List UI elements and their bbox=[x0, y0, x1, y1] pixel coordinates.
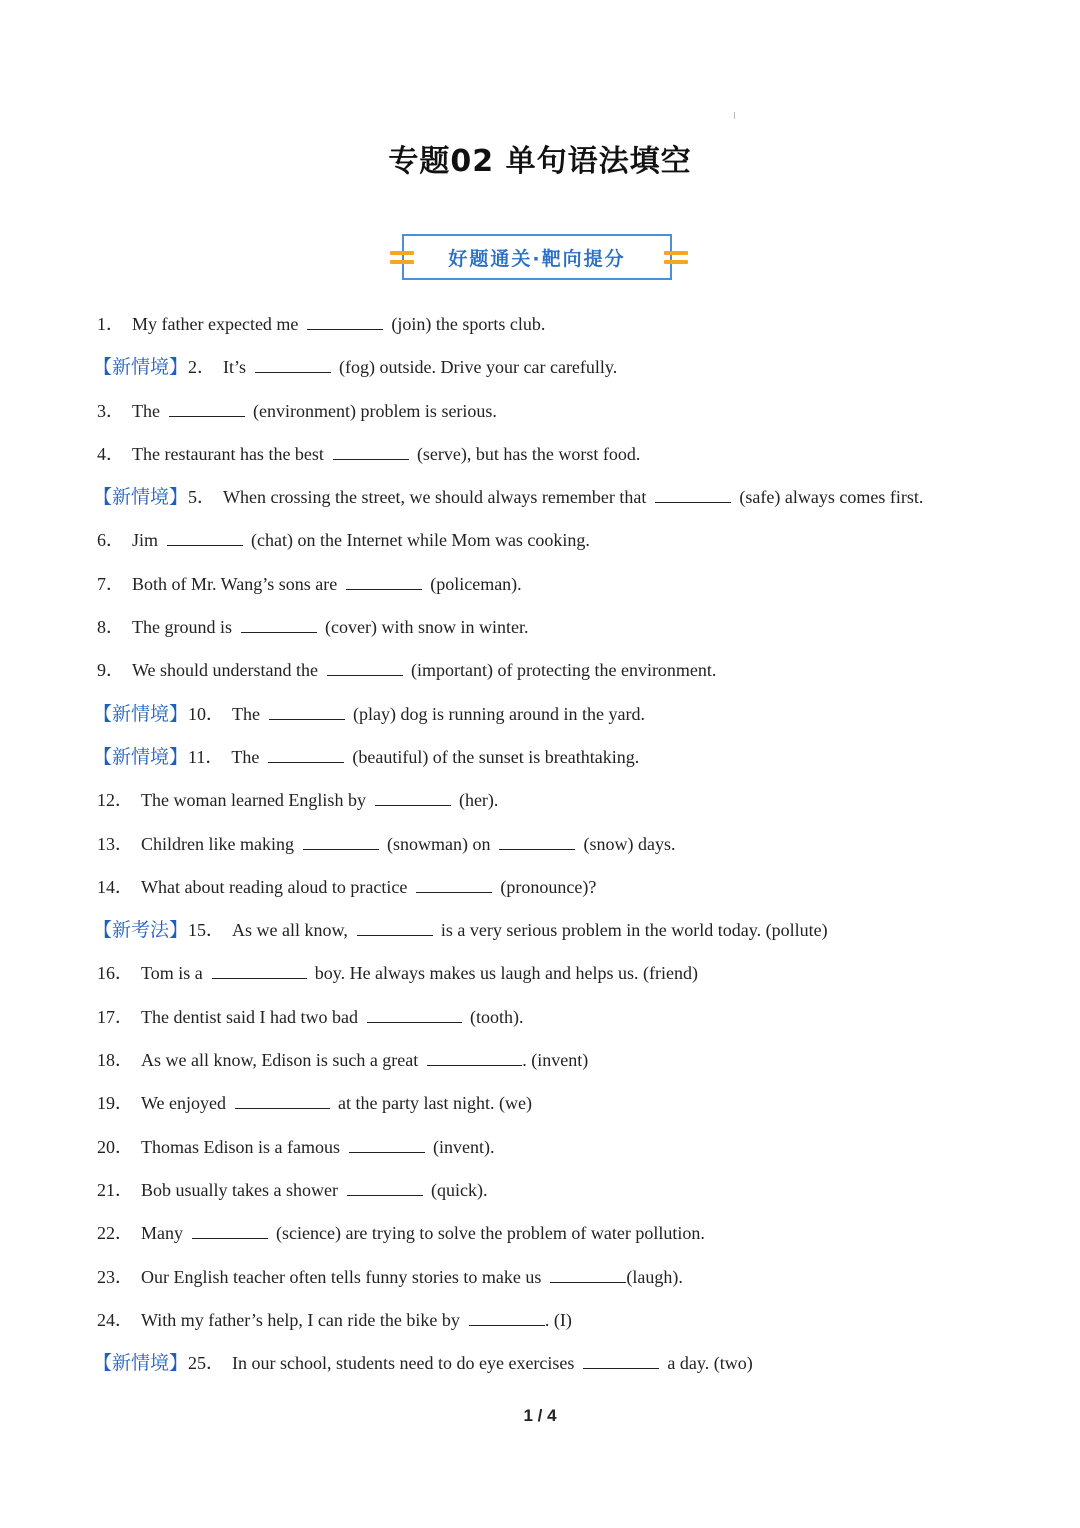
question-text-before: Both of Mr. Wang’s sons are bbox=[132, 573, 338, 594]
answer-blank[interactable] bbox=[303, 831, 379, 850]
question-number: 22． bbox=[97, 1223, 133, 1244]
question-text-after: . (invent) bbox=[522, 1050, 589, 1071]
answer-blank[interactable] bbox=[327, 657, 403, 676]
question-number: 25． bbox=[188, 1353, 225, 1374]
answer-blank[interactable] bbox=[169, 398, 245, 417]
question-number: 3． bbox=[97, 400, 124, 421]
question-text-before: It’s bbox=[223, 357, 247, 378]
answer-blank[interactable] bbox=[347, 1177, 423, 1196]
answer-blank[interactable] bbox=[307, 311, 383, 330]
question-text-before: In our school, students need to do eye exercises bbox=[232, 1353, 575, 1374]
question-text-after: at the party last night. (we) bbox=[338, 1093, 532, 1114]
question-item bbox=[97, 1262, 997, 1305]
answer-blank[interactable] bbox=[212, 960, 307, 979]
question-text-before: Tom is a bbox=[141, 963, 203, 984]
question-number: 7． bbox=[97, 573, 124, 594]
question-text-after: (laugh). bbox=[626, 1266, 683, 1287]
question-item bbox=[97, 829, 997, 872]
question-text-after: (serve), but has the worst food. bbox=[416, 443, 641, 464]
question-text-before: Thomas Edison is a famous bbox=[141, 1136, 340, 1157]
question-text-before: We enjoyed bbox=[141, 1093, 227, 1114]
question-number: 6． bbox=[97, 530, 124, 551]
question-text-after: (tooth). bbox=[469, 1006, 524, 1027]
question-item bbox=[93, 699, 997, 742]
question-number: 18． bbox=[97, 1050, 133, 1071]
question-text-after: (snow) days. bbox=[583, 833, 676, 854]
question-item bbox=[97, 1132, 997, 1175]
question-text-before: The bbox=[231, 746, 260, 767]
question-number: 4． bbox=[97, 443, 124, 464]
question-number: 19． bbox=[97, 1093, 133, 1114]
question-number: 13． bbox=[97, 833, 133, 854]
question-text-after: (cover) with snow in winter. bbox=[324, 617, 529, 638]
question-text-before: The bbox=[132, 400, 160, 421]
answer-blank[interactable] bbox=[255, 354, 331, 373]
question-item bbox=[93, 915, 997, 958]
answer-blank[interactable] bbox=[241, 614, 317, 633]
question-text-before: Children like making bbox=[141, 833, 294, 854]
question-number: 24． bbox=[97, 1309, 133, 1330]
question-item bbox=[97, 655, 997, 698]
question-item bbox=[93, 742, 997, 785]
answer-blank[interactable] bbox=[499, 831, 575, 850]
question-number: 23． bbox=[97, 1266, 133, 1287]
question-text-after: (environment) problem is serious. bbox=[252, 400, 497, 421]
question-text-before: Many bbox=[141, 1223, 183, 1244]
question-text-after: (fog) outside. Drive your car carefully. bbox=[339, 357, 618, 378]
question-tag: 【新情境】 bbox=[93, 356, 189, 379]
answer-blank[interactable] bbox=[349, 1134, 425, 1153]
answer-blank[interactable] bbox=[357, 917, 433, 936]
question-text-after: (science) are trying to solve the problem of water pollution. bbox=[276, 1223, 705, 1244]
question-text-before: The dentist said I had two bad bbox=[141, 1006, 358, 1027]
answer-blank[interactable] bbox=[550, 1264, 626, 1283]
question-text-after: (safe) always comes first. bbox=[739, 487, 924, 508]
question-text-before: When crossing the street, we should always remember that bbox=[223, 487, 647, 508]
question-text-before: We should understand the bbox=[132, 660, 319, 681]
question-number: 15． bbox=[188, 920, 225, 941]
section-banner bbox=[388, 232, 688, 286]
question-text-after: (join) the sports club. bbox=[391, 314, 546, 334]
answer-blank[interactable] bbox=[167, 527, 243, 546]
question-item bbox=[97, 1045, 997, 1088]
answer-blank[interactable] bbox=[346, 571, 422, 590]
answer-blank[interactable] bbox=[427, 1047, 522, 1066]
answer-blank[interactable] bbox=[192, 1220, 268, 1239]
question-text-before: Jim bbox=[132, 530, 159, 551]
question-number: 1． bbox=[97, 314, 124, 334]
page-number: 1 / 4 bbox=[523, 1406, 557, 1425]
question-text-after: (chat) on the Internet while Mom was cooking. bbox=[251, 530, 590, 551]
banner-left-decoration-icon bbox=[390, 249, 414, 267]
question-number: 20． bbox=[97, 1136, 133, 1157]
page-title: 专题02 单句语法填空 bbox=[388, 144, 692, 179]
answer-blank[interactable] bbox=[655, 484, 731, 503]
question-text-after: . (I) bbox=[544, 1309, 572, 1330]
question-text-after: is a very serious problem in the world today. (pollute) bbox=[440, 920, 828, 941]
question-item bbox=[97, 612, 997, 655]
question-item bbox=[97, 1175, 997, 1218]
question-item bbox=[97, 439, 997, 482]
question-number: 14． bbox=[97, 876, 133, 897]
question-text-after: (quick). bbox=[430, 1179, 488, 1200]
header-mark bbox=[734, 112, 735, 119]
question-item bbox=[97, 785, 997, 828]
question-number: 17． bbox=[97, 1006, 133, 1027]
banner-box bbox=[402, 234, 672, 280]
question-list bbox=[93, 309, 997, 1391]
answer-blank[interactable] bbox=[367, 1004, 462, 1023]
answer-blank[interactable] bbox=[333, 441, 409, 460]
banner-right-decoration-icon bbox=[664, 249, 688, 267]
answer-blank[interactable] bbox=[416, 874, 492, 893]
question-text-after: (beautiful) of the sunset is breathtaking. bbox=[352, 746, 640, 767]
question-item bbox=[97, 1088, 997, 1131]
question-item bbox=[97, 396, 997, 439]
answer-blank[interactable] bbox=[235, 1090, 330, 1109]
answer-blank[interactable] bbox=[469, 1307, 545, 1326]
question-number: 11． bbox=[188, 746, 224, 767]
question-text-before: Our English teacher often tells funny stories to make us bbox=[141, 1266, 542, 1287]
answer-blank[interactable] bbox=[375, 787, 451, 806]
question-text-before: The bbox=[232, 703, 260, 724]
question-number: 9． bbox=[97, 660, 124, 681]
answer-blank[interactable] bbox=[269, 701, 345, 720]
question-tag: 【新情境】 bbox=[93, 1352, 189, 1375]
question-text-before: The woman learned English by bbox=[141, 790, 366, 811]
question-item bbox=[93, 352, 997, 395]
question-text-after: (policeman). bbox=[430, 573, 522, 594]
question-item bbox=[97, 872, 997, 915]
question-text-before: My father expected me bbox=[132, 314, 299, 334]
question-item bbox=[97, 525, 997, 568]
question-number: 21． bbox=[97, 1179, 133, 1200]
question-tag: 【新考法】 bbox=[93, 919, 189, 942]
question-tag: 【新情境】 bbox=[93, 745, 189, 768]
question-item bbox=[97, 1002, 997, 1045]
question-text-after: (invent). bbox=[432, 1136, 495, 1157]
question-text-before: The ground is bbox=[132, 617, 232, 638]
question-tag: 【新情境】 bbox=[93, 486, 189, 509]
question-text-before: Bob usually takes a shower bbox=[141, 1179, 338, 1200]
question-number: 5． bbox=[188, 487, 216, 508]
question-tag: 【新情境】 bbox=[93, 702, 189, 725]
question-text-before: As we all know, bbox=[232, 920, 348, 941]
question-text-after: boy. He always makes us laugh and helps us. (friend) bbox=[314, 963, 698, 984]
question-text-before: What about reading aloud to practice bbox=[141, 876, 408, 897]
question-text-after: (her). bbox=[458, 790, 499, 811]
question-number: 8． bbox=[97, 617, 124, 638]
question-number: 16． bbox=[97, 963, 133, 984]
answer-blank[interactable] bbox=[583, 1350, 659, 1369]
question-item bbox=[97, 569, 997, 612]
question-text-after: (important) of protecting the environment. bbox=[411, 660, 717, 681]
answer-blank[interactable] bbox=[268, 744, 344, 763]
question-number: 12． bbox=[97, 790, 133, 811]
question-text-after: a day. (two) bbox=[667, 1353, 753, 1374]
question-text-after: (pronounce)? bbox=[500, 876, 597, 897]
question-text-before: As we all know, Edison is such a great bbox=[141, 1050, 419, 1071]
question-item bbox=[93, 482, 997, 525]
banner-text: 好题通关·靶向提分 bbox=[448, 247, 626, 270]
question-item bbox=[93, 1348, 997, 1391]
question-item bbox=[97, 1218, 997, 1261]
question-text-after: (play) dog is running around in the yard. bbox=[353, 703, 645, 724]
question-item bbox=[97, 309, 997, 352]
question-number: 2． bbox=[188, 357, 216, 378]
question-item bbox=[97, 958, 997, 1001]
question-item bbox=[97, 1305, 997, 1348]
question-number: 10． bbox=[188, 703, 225, 724]
question-text-before: With my father’s help, I can ride the bike by bbox=[141, 1309, 460, 1330]
question-text-middle: (snowman) on bbox=[386, 833, 491, 854]
question-text-before: The restaurant has the best bbox=[132, 443, 324, 464]
